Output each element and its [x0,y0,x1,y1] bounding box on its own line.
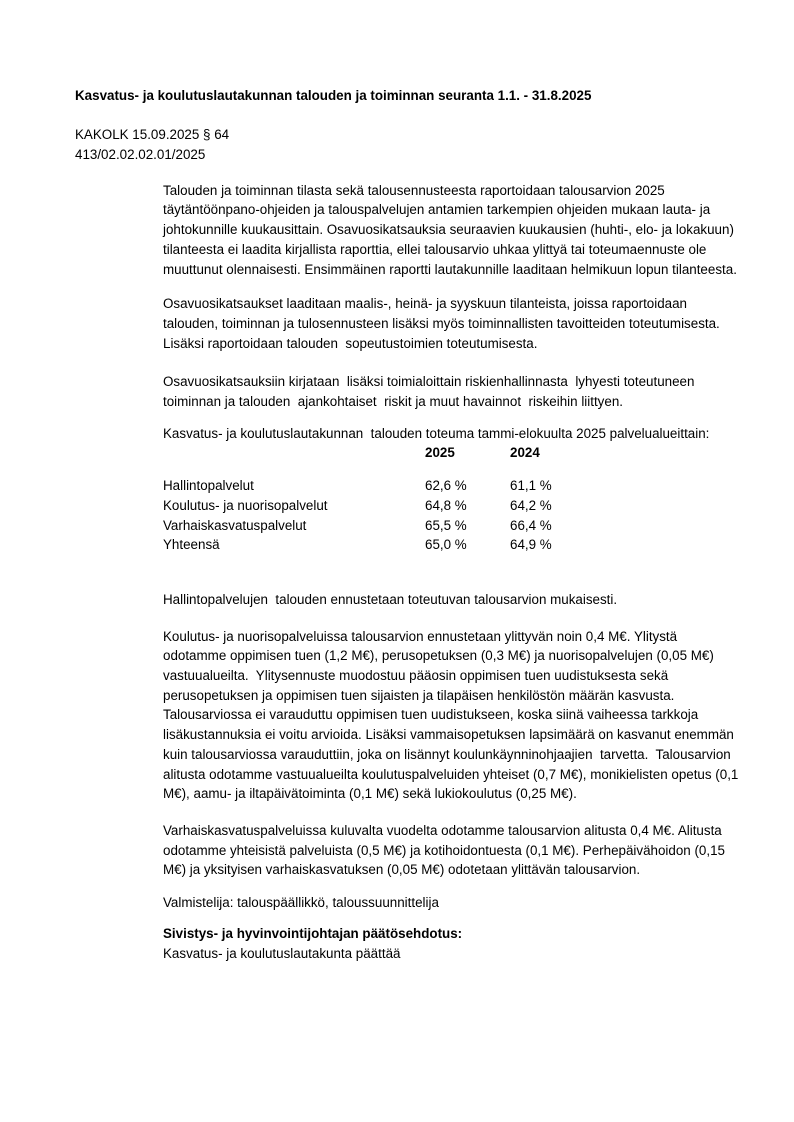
paragraph-hallinto-forecast: Hallintopalvelujen talouden ennustetaan toteutuvan talousarvion mukaisesti. [163,591,618,607]
paragraph-reporting-practice: Talouden ja toiminnan tilasta sekä talousennusteesta raportoidaan talousarvion 2025 täytäntöönpano-ohjeiden ja talouspalvelujen antamien tarkempien ohjeiden mukaan lauta- ja johtokunnille kuukausittain. Osavuosikatsauksia seuraavien kuukausien (huhti-, elo- ja lokakuun) tilanteesta ei laadita kirjallista raporttia, ellei talousarvio uhkaa ylittyä tai toteumaennuste ole muuttunut olennaisesti. Ensimmäinen raportti lautakunnille laaditaan helmikuun lopun tilanteesta. [163,182,738,277]
preparer-line: Valmistelija: talouspäällikkö, taloussuunnittelija [163,895,439,911]
table-body [163,476,741,555]
column-header-2025: 2025 [425,445,455,461]
service-area-label: Hallintopalvelut [163,478,254,494]
meta-block [75,125,738,166]
value-2025: 65,5 % [425,517,467,533]
document-body [163,181,741,964]
paragraph-interim-reviews: Osavuosikatsaukset laaditaan maalis-, heinä- ja syyskuun tilanteista, joissa raportoidaan talouden, toiminnan ja tulosennusteen lisäksi myös toiminnallisten tavoitteiden toteutumisesta. Lisäksi raportoidaan talouden sopeutustoimien toteutumisesta. [163,296,724,351]
value-2025: 62,6 % [425,478,467,494]
paragraph-koulutus-forecast: Koulutus- ja nuorisopalveluissa talousarvion ennustetaan ylittyvän noin 0,4 M€. Ylitystä odotamme oppimisen tuen (1,2 M€), perusopetuksen (0,3 M€) ja nuorisopalvelujen (0,05 M€) vastuualueilta. Ylitysennuste muodostuu pääosin oppimisen tuen uudistuksesta sekä perusopetuksen ja oppimisen tuen sijaisten ja tilapäisen henkilöstön määrän kasvusta. Talousarviossa ei varauduttu oppimisen tuen uudistukseen, koska siinä vaiheessa tarkkoja lisäkustannuksia ei voitu arvioida. Lisäksi vammaisopetuksen lapsimäärä on kasvanut enemmän kuin talousarviossa varauduttiin, joka on lisännyt koulunkäynninohjaajien tarvetta. Talousarvion alitusta odotamme vastuualueilta koulutuspalveluiden yhteiset (0,7 M€), monikielisten opetus (0,1 M€), aamu- ja iltapäivätoiminta (0,1 M€) sekä lukiokoulutus (0,25 M€). [163,628,743,802]
table-header-spacer [163,443,425,463]
table-row [163,516,741,536]
decision-proposal-body: Kasvatus- ja koulutuslautakunta päättää [163,945,401,961]
toteuma-table [163,443,741,555]
paragraph-risk-management: Osavuosikatsauksiin kirjataan lisäksi toimialoittain riskienhallinnasta lyhyesti toteutuneen toiminnan ja talouden ajankohtaiset riskit ja muut havainnot riskeihin liittyen. [163,374,699,410]
service-area-label: Koulutus- ja nuorisopalvelut [163,497,328,513]
value-2024: 61,1 % [510,478,552,494]
value-2025: 65,0 % [425,537,467,553]
service-area-label: Yhteensä [163,537,220,553]
diary-number: 413/02.02.02.01/2025 [75,147,206,163]
decision-proposal-heading: Sivistys- ja hyvinvointijohtajan päätösehdotus: [163,925,463,941]
value-2024: 64,2 % [510,497,552,513]
column-header-2024: 2024 [510,445,540,461]
table-header-row [163,443,741,463]
paragraph-varhaiskasvatus-forecast: Varhaiskasvatuspalveluissa kuluvalta vuodelta odotamme talousarvion alitusta 0,4 M€. Alitusta odotamme yhteisistä palveluista (0,5 M€) ja kotihoidontuesta (0,1 M€). Perhepäivähoidon (0,15 M€) ja yksityisen varhaiskasvatuksen (0,05 M€) odotetaan ylittävän talousarvion. [163,822,729,878]
value-2024: 66,4 % [510,517,552,533]
table-intro: Kasvatus- ja koulutuslautakunnan talouden toteuma tammi-elokuulta 2025 palvelualueittain: [163,425,710,441]
value-2024: 64,9 % [510,537,552,553]
document-title: Kasvatus- ja koulutuslautakunnan talouden ja toiminnan seuranta 1.1. - 31.8.2025 [75,88,592,103]
service-area-label: Varhaiskasvatuspalvelut [163,517,307,533]
case-reference: KAKOLK 15.09.2025 § 64 [75,126,230,142]
table-row [163,496,741,516]
table-row [163,476,741,496]
table-row [163,535,741,555]
value-2025: 64,8 % [425,497,467,513]
